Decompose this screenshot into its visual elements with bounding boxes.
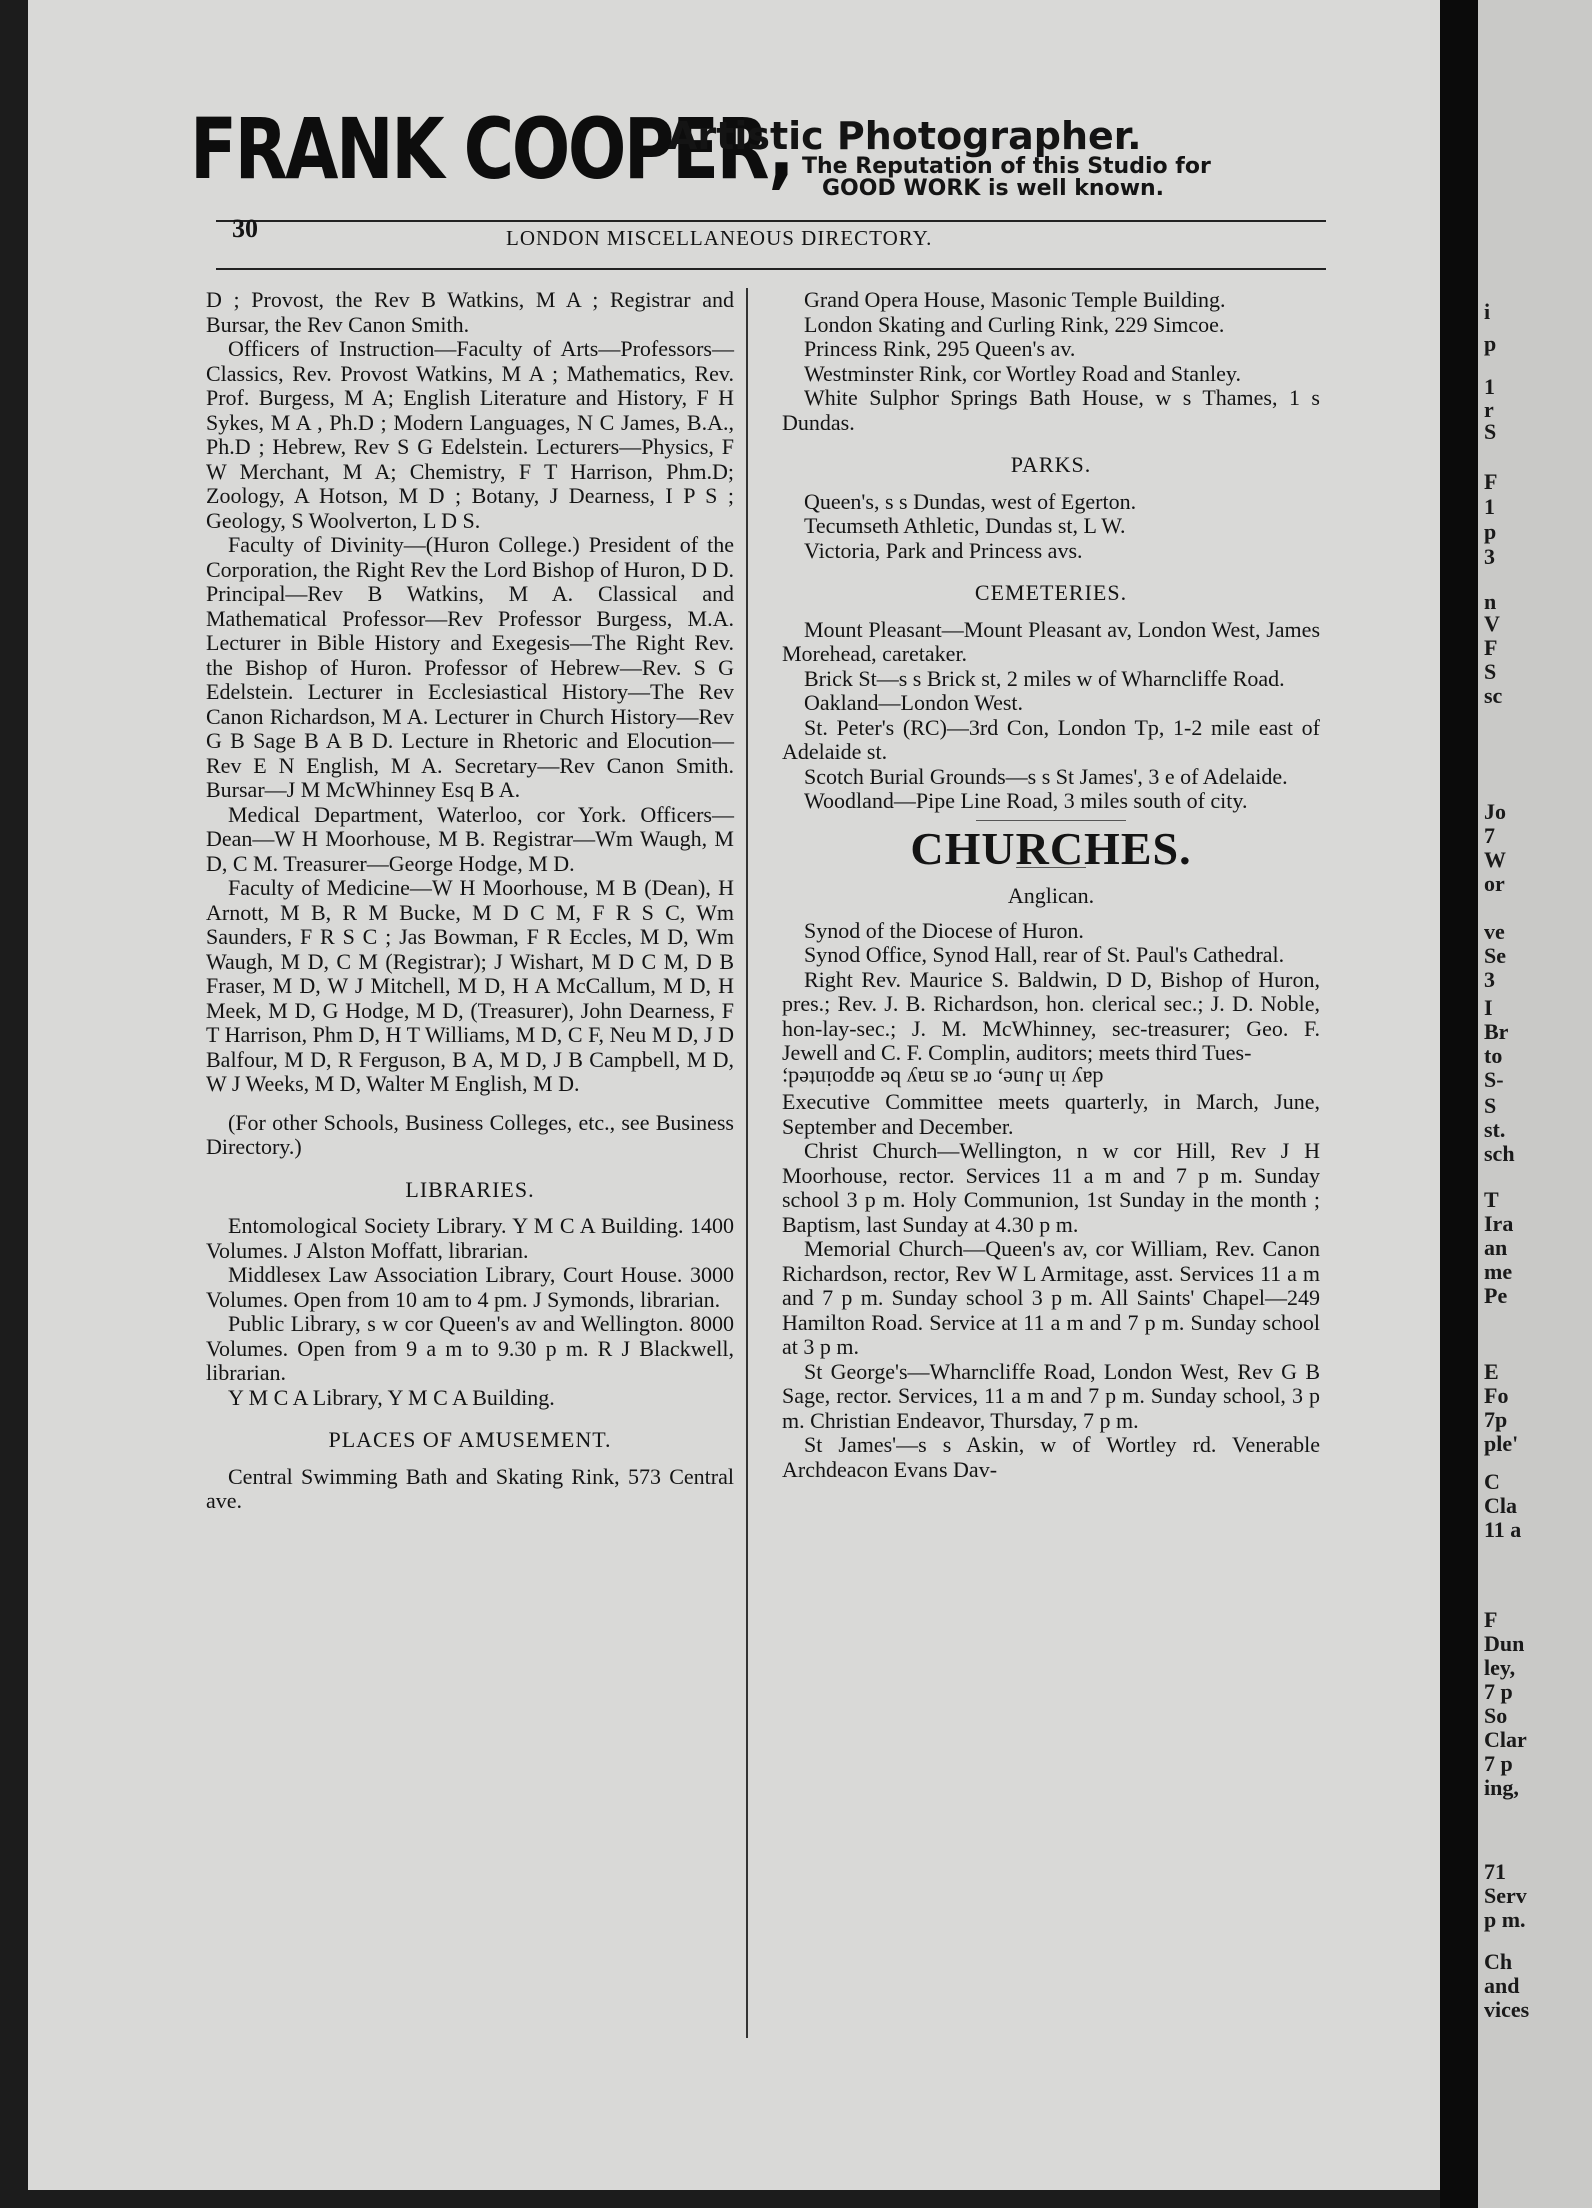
faculty-of-divinity: Faculty of Divinity—(Huron College.) President of the Corporation, the Right Rev the Lord Bishop of Huron, D D. Principal—Rev B Watkins, M A. Classical and Mathematical Professor—Rev Professor Burgess, M.A. Lecturer in Bible History and Exegesis—The Right Rev. the Bishop of Huron. Professor of Hebrew—Rev. S G Edelstein. Lecturer in Ecclesiastical History—The Rev Canon Richardson, M A. Lecturer in Church History—Rev G B Sage B A B D. Lecture in Rhetoric and Elocution—Rev E N English, M A. Secretary—Rev Canon Smith. Bursar—J M McWhinney Esq B A. bbox=[206, 532, 734, 802]
church-entry: St James'—s s Askin, w of Wortley rd. Venerable Archdeacon Evans Dav- bbox=[782, 1432, 1320, 1482]
church-entry-continued: Executive Committee meets quarterly, in March, June, September and December. bbox=[782, 1089, 1320, 1139]
adjacent-page-edge bbox=[1478, 0, 1592, 2208]
amusement-entry: Central Swimming Bath and Skating Rink, 573 Central ave. bbox=[206, 1463, 734, 1513]
next-page-fragment: Se bbox=[1484, 943, 1506, 968]
ad-tagline-line-1: The Reputation of this Studio for bbox=[802, 154, 1211, 179]
next-page-fragment: to bbox=[1484, 1043, 1503, 1068]
next-page-fragment: S bbox=[1484, 419, 1497, 444]
university-entry: D ; Provost, the Rev B Watkins, M A ; Registrar and Bursar, the Rev Canon Smith. bbox=[206, 287, 734, 337]
next-page-fragment: p bbox=[1484, 519, 1497, 544]
church-entry: Christ Church—Wellington, n w cor Hill, Rev J H Moorhouse, rector. Services 11 a m and 7 p m. Sunday school 3 p m. Holy Communion, 1st Sunday in the month ; Baptism, last Sunday at 4.30 p m. bbox=[782, 1138, 1320, 1237]
next-page-fragment: Cla bbox=[1484, 1493, 1517, 1518]
next-page-fragment: 7p bbox=[1484, 1407, 1508, 1432]
next-page-fragment: Ira bbox=[1484, 1211, 1514, 1236]
places-of-amusement-heading: PLACES OF AMUSEMENT. bbox=[328, 1427, 612, 1452]
next-page-fragment: an bbox=[1484, 1235, 1508, 1260]
next-page-fragment: F bbox=[1484, 1607, 1498, 1632]
running-head: LONDON MISCELLANEOUS DIRECTORY. bbox=[506, 226, 933, 250]
next-page-fragment: F bbox=[1484, 469, 1498, 494]
next-page-fragment: S- bbox=[1484, 1067, 1504, 1092]
amusement-entry: White Sulphor Springs Bath House, w s Thames, 1 s Dundas. bbox=[782, 385, 1320, 435]
next-page-fragment: Pe bbox=[1484, 1283, 1508, 1308]
next-page-fragment: Clar bbox=[1484, 1727, 1527, 1752]
church-entry: Synod of the Diocese of Huron. bbox=[804, 917, 1084, 943]
next-page-fragment: or bbox=[1484, 871, 1505, 896]
upside-down-line: day in June, or as may be appointed; bbox=[782, 1066, 1104, 1091]
next-page-fragment: Dun bbox=[1484, 1631, 1525, 1656]
cemetery-entry: Brick St—s s Brick st, 2 miles w of Wharncliffe Road. bbox=[804, 665, 1285, 691]
header-rule-bottom bbox=[216, 268, 1326, 270]
next-page-fragment: Jo bbox=[1484, 799, 1506, 824]
amusement-entry: Grand Opera House, Masonic Temple Building. bbox=[804, 287, 1226, 312]
cemetery-entry: Oakland—London West. bbox=[804, 690, 1024, 715]
officers-of-instruction: Officers of Instruction—Faculty of Arts—Professors—Classics, Rev. Provost Watkins, M A ; Mathematics, Rev. Prof. Burgess, M A; English Literature and History, F H Sykes, M A , Ph.D ; Modern Languages, N C James, B.A., Ph.D ; Hebrew, Rev S G Edelstein. Lecturers—Physics, F W Merchant, M A; Chemistry, F T Harrison, Phm.D; Zoology, A Hotson, M D ; Botany, J Dearness, I P S ; Geology, S Woolverton, L D S. bbox=[206, 336, 734, 533]
next-page-fragment: p bbox=[1484, 331, 1497, 356]
next-page-fragment: Serv bbox=[1484, 1883, 1527, 1908]
next-page-fragment: So bbox=[1484, 1703, 1508, 1728]
libraries-heading: LIBRARIES. bbox=[405, 1176, 535, 1202]
next-page-fragment: and bbox=[1484, 1973, 1520, 1998]
next-page-fragment: F bbox=[1484, 635, 1498, 660]
next-page-fragment: vices bbox=[1484, 1997, 1530, 2022]
next-page-fragment: T bbox=[1484, 1187, 1499, 1212]
next-page-fragment: ing, bbox=[1484, 1775, 1519, 1800]
book-gutter bbox=[1440, 0, 1478, 2208]
parks-heading: PARKS. bbox=[1010, 452, 1092, 477]
ad-tagline bbox=[802, 156, 1211, 200]
next-page-fragment: W bbox=[1484, 847, 1506, 872]
church-entry: Synod Office, Synod Hall, rear of St. Paul's Cathedral. bbox=[804, 942, 1285, 967]
ad-photographer-name: FRANK COOPER, bbox=[190, 100, 793, 198]
park-entry: Tecumseth Athletic, Dundas st, L W. bbox=[804, 513, 1126, 538]
next-page-fragment: 7 bbox=[1484, 823, 1501, 848]
advertisement-banner bbox=[190, 100, 1330, 218]
medical-department: Medical Department, Waterloo, cor York. Officers—Dean—W H Moorhouse, M B. Registrar—Wm Waugh, M D, C M. Treasurer—George Hodge, M D. bbox=[206, 801, 734, 876]
cemetery-entry: St. Peter's (RC)—3rd Con, London Tp, 1-2 mile east of Adelaide st. bbox=[782, 714, 1320, 764]
cemetery-entry: Woodland—Pipe Line Road, 3 miles south of city. bbox=[804, 788, 1248, 813]
next-page-fragment: 3 bbox=[1484, 544, 1495, 569]
next-page-fragment: ley, bbox=[1484, 1655, 1516, 1680]
park-entry: Victoria, Park and Princess avs. bbox=[804, 537, 1083, 563]
amusement-entry: Westminster Rink, cor Wortley Road and Stanley. bbox=[804, 360, 1241, 386]
next-page-fragment: 3 bbox=[1484, 967, 1501, 992]
right-column bbox=[782, 288, 1320, 1482]
library-entry: Public Library, s w cor Queen's av and Wellington. 8000 Volumes. Open from 9 a m to 9.30 p m. R J Blackwell, librarian. bbox=[206, 1311, 734, 1385]
next-page-fragment: p m. bbox=[1484, 1907, 1526, 1932]
left-column bbox=[206, 288, 734, 1514]
amusement-entry: London Skating and Curling Rink, 229 Simcoe. bbox=[804, 311, 1225, 337]
next-page-fragment: S bbox=[1484, 659, 1497, 684]
amusement-entry: Princess Rink, 295 Queen's av. bbox=[804, 336, 1076, 361]
next-page-fragment: 1 bbox=[1484, 494, 1495, 519]
library-entry: Middlesex Law Association Library, Court House. 3000 Volumes. Open from 10 am to 4 pm. J Symonds, librarian. bbox=[206, 1262, 734, 1312]
next-page-fragment: E bbox=[1484, 1359, 1499, 1384]
header-rule-top bbox=[216, 220, 1326, 222]
next-page-fragment: S bbox=[1484, 1093, 1497, 1118]
next-page-fragment: me bbox=[1484, 1259, 1513, 1284]
church-entry: Memorial Church—Queen's av, cor William, Rev. Canon Richardson, rector, Rev W L Armitage, asst. Services 11 a m and 7 p m. Sunday school 3 p m. All Saints' Chapel—249 Hamilton Road. Service at 11 a m and 7 p m. Sunday school at 3 p m. bbox=[782, 1236, 1320, 1359]
next-page-fragment: n bbox=[1484, 589, 1497, 614]
faculty-of-medicine: Faculty of Medicine—W H Moorhouse, M B (Dean), H Arnott, M B, R M Bucke, M D C M, F R S C, Wm Saunders, F R S C ; Jas Bowman, F R Eccles, M D, Wm Waugh, M D, C M (Registrar); J Wishart, M D C M, D B Fraser, M D, W J Mitchell, M D, H A McCallum, M D, H Meek, M D, G Hodge, M D, (Treasurer), John Dearness, F T Harrison, Phm D, H T Williams, M D, C F, Neu M D, J D Balfour, M D, R Ferguson, B A, M D, J B Campbell, M D, W J Weeks, M D, Walter M English, M D. bbox=[206, 875, 734, 1096]
next-page-fragment: 7 p bbox=[1484, 1679, 1513, 1704]
page-number: 30 bbox=[232, 214, 258, 243]
cemetery-entry: Mount Pleasant—Mount Pleasant av, London West, James Morehead, caretaker. bbox=[782, 616, 1320, 666]
next-page-fragment: ple' bbox=[1484, 1431, 1519, 1456]
cemetery-entry: Scotch Burial Grounds—s s St James', 3 e of Adelaide. bbox=[804, 763, 1288, 789]
next-page-fragment: sc bbox=[1484, 683, 1503, 708]
next-page-fragment: ve bbox=[1484, 919, 1505, 944]
column-divider bbox=[746, 288, 748, 2038]
library-entry: Y M C A Library, Y M C A Building. bbox=[228, 1384, 555, 1410]
ad-title: Artistic Photographer. bbox=[668, 114, 1142, 158]
inverted-text-line bbox=[782, 1066, 1320, 1091]
other-schools-note: (For other Schools, Business Colleges, etc., see Business Directory.) bbox=[206, 1109, 734, 1159]
section-rule bbox=[976, 820, 1126, 821]
next-page-fragment: 1 bbox=[1484, 374, 1495, 399]
next-page-fragment: Fo bbox=[1484, 1383, 1509, 1408]
cemeteries-heading: CEMETERIES. bbox=[974, 580, 1128, 605]
ad-tagline-line-2: GOOD WORK is well known. bbox=[822, 176, 1165, 201]
next-page-fragment: i bbox=[1484, 299, 1491, 324]
park-entry: Queen's, s s Dundas, west of Egerton. bbox=[804, 488, 1137, 514]
church-entry: Right Rev. Maurice S. Baldwin, D D, Bishop of Huron, pres.; Rev. J. B. Richardson, hon. clerical sec.; J. D. Noble, hon-lay-sec.; J. M. McWhinney, sec-treasurer; Geo. F. Jewell and C. F. Complin, auditors; meets third Tues- bbox=[782, 966, 1320, 1065]
next-page-fragment: sch bbox=[1484, 1141, 1515, 1166]
church-entry: St George's—Wharncliffe Road, London West, Rev G B Sage, rector. Services, 11 a m and 7 p m. Sunday school, 3 p m. Christian Endeavor, Thursday, 7 p m. bbox=[782, 1358, 1320, 1433]
next-page-fragment: V bbox=[1484, 611, 1500, 636]
next-page-fragment: st. bbox=[1484, 1117, 1506, 1142]
next-page-fragment: Br bbox=[1484, 1019, 1509, 1044]
churches-heading: CHURCHES. bbox=[910, 822, 1192, 874]
next-page-fragment: I bbox=[1484, 995, 1493, 1020]
library-entry: Entomological Society Library. Y M C A Building. 1400 Volumes. J Alston Moffatt, librarian. bbox=[206, 1213, 734, 1263]
next-page-fragment: 71 bbox=[1484, 1859, 1506, 1884]
next-page-fragment: C bbox=[1484, 1469, 1500, 1494]
next-page-fragment: 11 a bbox=[1484, 1517, 1522, 1542]
next-page-fragment: r bbox=[1484, 397, 1494, 422]
anglican-heading: Anglican. bbox=[1007, 883, 1095, 908]
next-page-fragment: Ch bbox=[1484, 1949, 1513, 1974]
next-page-fragment: 7 p bbox=[1484, 1751, 1513, 1776]
